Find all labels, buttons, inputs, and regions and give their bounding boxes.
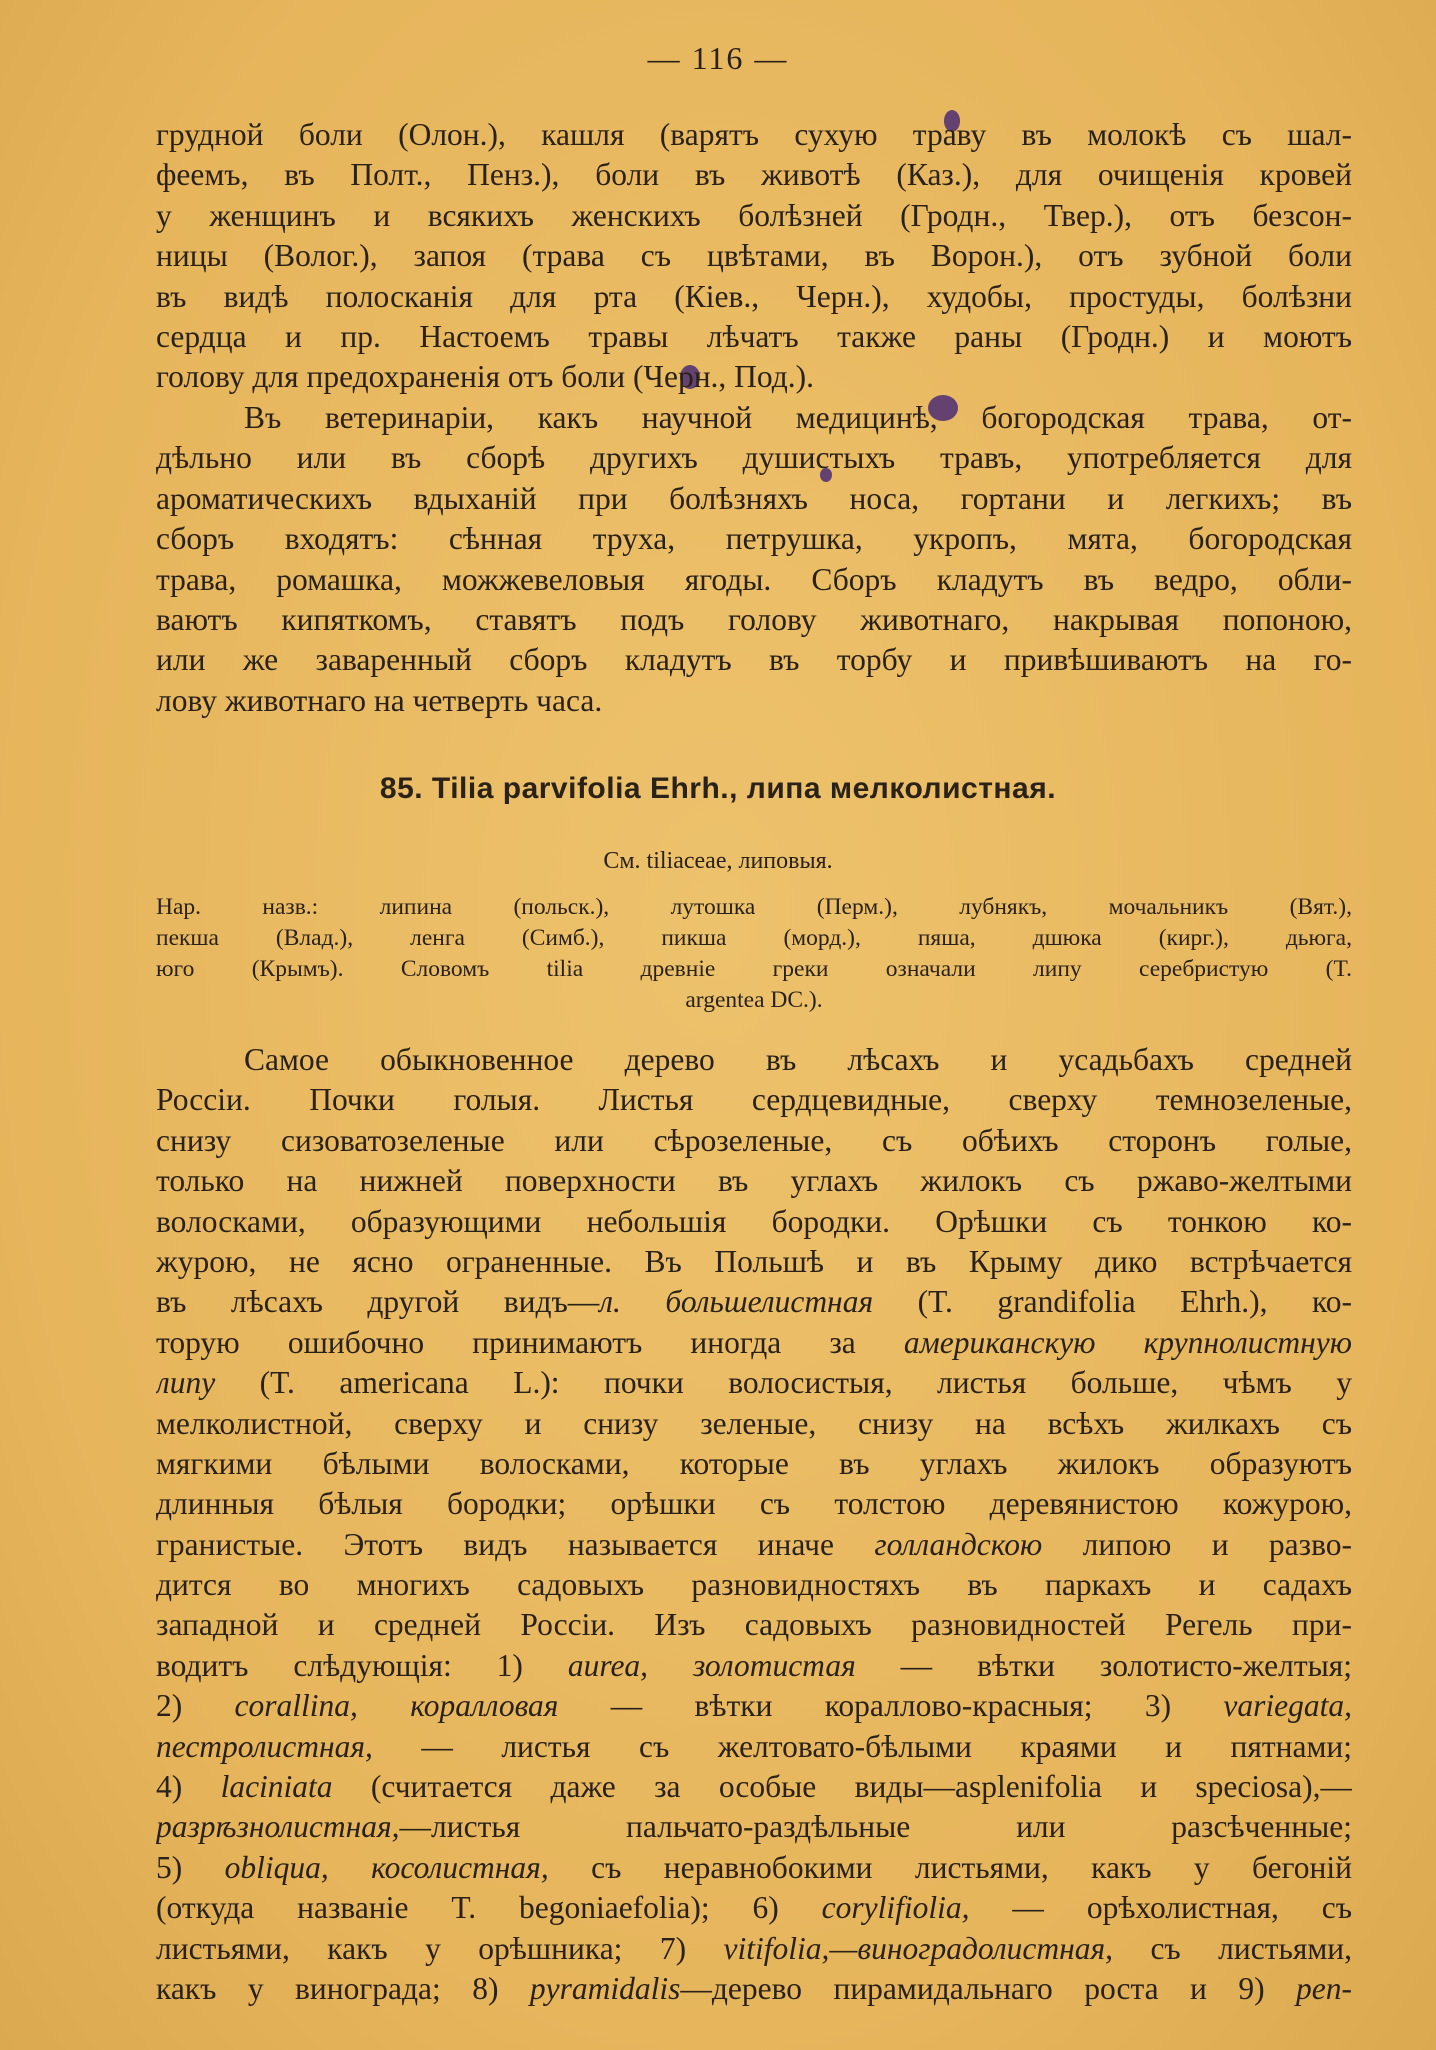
section-heading: 85. Tilia parvifolia Ehrh., липа мелколистная. xyxy=(379,772,1057,805)
text-line: волосками, образующими небольшія бородки. Орѣшки съ тонкою ко- xyxy=(156,1203,1352,1239)
text-line: дится во многихъ садовыхъ разновидностяхъ въ паркахъ и садахъ xyxy=(156,1567,1352,1603)
text-line xyxy=(156,1646,1352,1686)
text-line: дѣльно или въ сборѣ другихъ душистыхъ травъ, употребляется для xyxy=(156,440,1352,476)
text-line: Самое обыкновенное дерево въ лѣсахъ и усадьбахъ средней xyxy=(244,1042,1352,1077)
text-line: голову для предохраненія отъ боли (Черн., Под.). xyxy=(156,359,815,395)
text-line xyxy=(156,1323,1352,1363)
text-line xyxy=(156,1848,1352,1888)
text-line: въ видѣ полосканія для рта (Кіев., Черн.), худобы, простуды, болѣзни xyxy=(156,278,1352,314)
text-run: (считается даже за особые виды—asplenifolia и speciosa),— xyxy=(332,1769,1352,1805)
text-line xyxy=(156,1767,1352,1807)
text-run: съ листьями, xyxy=(1113,1930,1352,1966)
text-line: трава, ромашка, можжевеловыя ягоды. Сборъ кладутъ въ ведро, обли- xyxy=(156,561,1352,597)
text-run: 4) xyxy=(156,1769,221,1805)
text-line: сердца и пр. Настоемъ травы лѣчатъ также раны (Гродн.) и моютъ xyxy=(156,318,1352,354)
text-line: ницы (Волог.), запоя (трава съ цвѣтами, въ Ворон.), отъ зубной боли xyxy=(156,238,1352,274)
text-run: — орѣхолистная, съ xyxy=(969,1890,1352,1926)
text-line: длинныя бѣлыя бородки; орѣшки съ толстою деревянистою кожурою, xyxy=(156,1486,1352,1522)
page-number: — 116 — xyxy=(647,40,789,76)
text-line xyxy=(156,1969,1352,2009)
italic-run: pyramidalis xyxy=(529,1970,681,2006)
text-line xyxy=(156,1727,1352,1767)
text-line: ароматическихъ вдыханій при болѣзняхъ носа, гортани и легкихъ; въ xyxy=(156,480,1352,516)
text-line: ваютъ кипяткомъ, ставятъ подъ голову животнаго, накрывая попоною, xyxy=(156,601,1352,637)
text-line: журою, не ясно ограненные. Въ Польшѣ и въ Крыму дико встрѣчается xyxy=(156,1243,1352,1279)
text-run: какъ у винограда; 8) xyxy=(156,1970,530,2006)
names-line: юго (Крымъ). Словомъ tilia древніе греки означали липу серебристую (T. xyxy=(156,956,1352,982)
text-line xyxy=(156,1807,1352,1847)
text-line: или же заваренный сборъ кладутъ въ торбу и привѣшиваютъ на го- xyxy=(156,642,1352,678)
names-line: argentea DC.). xyxy=(685,987,823,1013)
text-line: феемъ, въ Полт., Пенз.), боли въ животѣ (Каз.), для очищенія кровей xyxy=(156,157,1352,193)
text-run: гранистые. Этотъ видъ называется иначе xyxy=(156,1526,875,1562)
italic-run: pen- xyxy=(1296,1970,1352,2006)
text-line: только на нижней поверхности въ углахъ жилокъ съ ржаво-желтыми xyxy=(156,1163,1352,1199)
text-line: сборъ входятъ: сѣнная труха, петрушка, укропъ, мята, богородская xyxy=(156,521,1352,557)
italic-run: липу xyxy=(156,1365,216,1401)
text-line xyxy=(156,1363,1352,1403)
italic-run: американскую крупнолистную xyxy=(903,1324,1352,1360)
italic-run: пестролистная, xyxy=(156,1728,373,1764)
text-line xyxy=(156,1888,1352,1928)
text-run: (T. americana L.): почки волосистыя, листья больше, чѣмъ у xyxy=(215,1365,1352,1401)
text-run: въ лѣсахъ другой видъ— xyxy=(156,1284,600,1320)
text-line: Россіи. Почки голыя. Листья сердцевидные, сверху темнозеленые, xyxy=(156,1082,1352,1118)
text-line xyxy=(156,1525,1352,1565)
names-line: Нар. назв.: липина (польск.), лутошка (Перм.), лубнякъ, мочальникъ (Вят.), xyxy=(156,894,1352,920)
text-line: мягкими бѣлыми волосками, которые въ углахъ жилокъ образуютъ xyxy=(156,1445,1352,1481)
italic-run: obliqua, косолистная, xyxy=(224,1849,549,1885)
text-line: лову животнаго на четверть часа. xyxy=(156,682,603,718)
text-run: — листья съ желтовато-бѣлыми краями и пятнами; xyxy=(372,1728,1352,1764)
text-run: водитъ слѣдующія: 1) xyxy=(156,1647,568,1683)
text-run: (откуда названіе T. begoniaefolia); 6) xyxy=(156,1890,822,1926)
paragraph-continuation xyxy=(156,115,1352,398)
text-run: — вѣтки золотисто-желтыя; xyxy=(855,1647,1352,1683)
paragraph-veterinary xyxy=(156,398,1352,721)
text-run: липою и разво- xyxy=(1042,1526,1352,1562)
italic-run: aurea, золотистая xyxy=(567,1647,856,1683)
italic-run: corylifiolia, xyxy=(821,1890,970,1926)
text-line: у женщинъ и всякихъ женскихъ болѣзней (Гродн., Твер.), отъ безсон- xyxy=(156,197,1352,233)
text-line xyxy=(156,1686,1352,1726)
text-line: мелколистной, сверху и снизу зеленые, снизу на всѣхъ жилкахъ съ xyxy=(156,1405,1352,1441)
names-line: пекша (Влад.), ленга (Симб.), пикша (морд.), пяша, дшюка (кирг.), дьюга, xyxy=(156,925,1352,951)
text-run: торую ошибочно принимаютъ иногда за xyxy=(156,1324,904,1360)
text-run: листьями, какъ у орѣшника; 7) xyxy=(156,1930,724,1966)
italic-run: разрѣзнолистная, xyxy=(156,1809,400,1845)
text-line: грудной боли (Олон.), кашля (варятъ сухую траву въ молокѣ съ шал- xyxy=(156,117,1352,152)
text-run: —листья пальчато-раздѣльные или разсѣченные; xyxy=(399,1809,1352,1845)
text-line: западной и средней Россіи. Изъ садовыхъ разновидностей Регель при- xyxy=(156,1607,1352,1643)
paragraph-description xyxy=(156,1040,1352,2009)
text-line xyxy=(156,1282,1352,1322)
text-run: —дерево пирамидальнаго роста и 9) xyxy=(680,1970,1297,2006)
text-run: 5) xyxy=(156,1849,225,1885)
section-subheading: См. tiliaceae, липовыя. xyxy=(603,848,833,874)
italic-run: laciniata xyxy=(220,1769,333,1805)
text-run: — вѣтки кораллово-красныя; 3) xyxy=(558,1688,1224,1724)
text-line xyxy=(156,1929,1352,1969)
text-run: 2) xyxy=(156,1688,235,1724)
italic-run: vitifolia,—виноградолистная, xyxy=(723,1930,1114,1966)
folk-names xyxy=(156,892,1352,1016)
text-run: съ неравнобокими листьями, какъ у бегоній xyxy=(548,1849,1352,1885)
italic-run: variegata, xyxy=(1223,1688,1352,1724)
text-run: (T. grandifolia Ehrh.), ко- xyxy=(873,1284,1352,1320)
text-line: Въ ветеринаріи, какъ научной медицинѣ, богородская трава, от- xyxy=(244,400,1352,435)
text-line: снизу сизоватозеленые или сѣрозеленые, съ обѣихъ сторонъ голые, xyxy=(156,1122,1352,1158)
italic-run: л. большелистная xyxy=(599,1284,874,1320)
italic-run: голландскою xyxy=(874,1526,1043,1562)
italic-run: corallina, коралловая xyxy=(234,1688,559,1724)
